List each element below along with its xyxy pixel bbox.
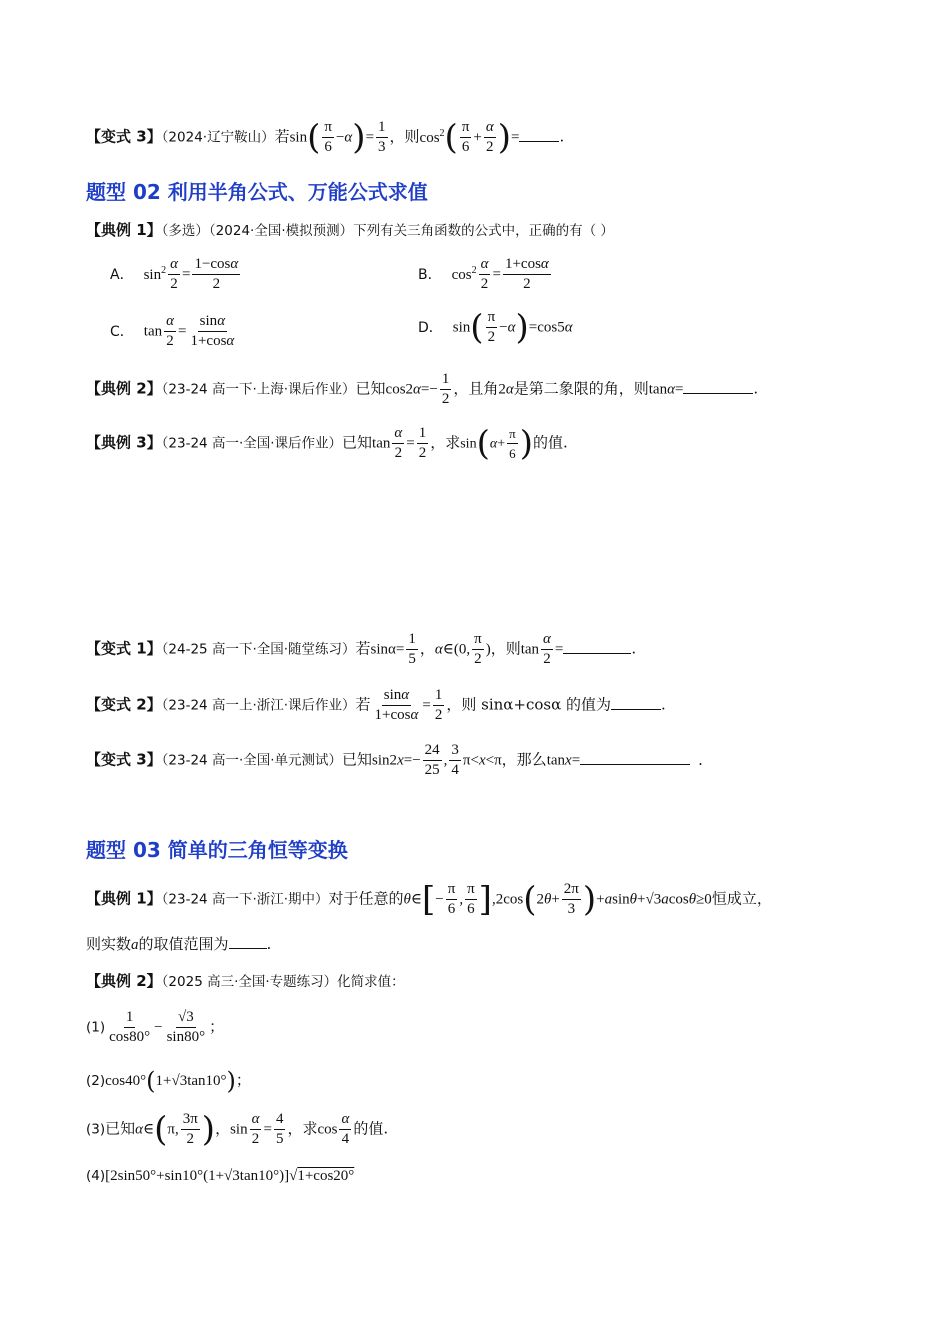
variant-1: 【变式 1】（24-25 高一下·全国·随堂练习）若sinα= $\frac{1}{5}$ ，α∈(0, $\frac{\pi}{2}$ )，则tan $\frac{\alpha}{2}$ = . [86, 631, 637, 667]
problem-source: （2025 高三·全国·专题练习）化简求值： [161, 974, 405, 990]
problem-text: 恒成立， [711, 889, 772, 908]
problem-text: 是第二象限的角，则 [513, 379, 649, 398]
problem-text: . [559, 127, 565, 146]
option-b[interactable]: B． $\cos^2$ $\frac{\alpha}{2}$ = $\frac{1+\cos\alpha}{2}$ [418, 256, 549, 292]
s3-example-1-line2: 则实数a的取值范围为 . [86, 935, 272, 953]
problem-text: 对于任意的 [328, 889, 404, 908]
example-2: 【典例 2】（23-24 高一下·上海·课后作业）已知cos2α=− $\frac{1}{2}$ ，且角2α是第二象限的角，则tanα= . [86, 371, 759, 407]
option-label: B． [418, 266, 442, 283]
problem-text: 已知 [342, 433, 373, 452]
problem-text: . [661, 695, 666, 714]
problem-text: . [753, 379, 759, 398]
option-c[interactable]: C． tan $\frac{\alpha}{2}$ = $\frac{\sin\alpha}{1+\cos\alpha}$ [110, 313, 235, 349]
problem-text: ，求 [287, 1119, 318, 1138]
problem-text: ，那么 [501, 750, 547, 769]
answer-blank[interactable] [229, 934, 267, 949]
example-1 [86, 219, 614, 242]
problem-source: （23-24 高一下·浙江·期中） [161, 891, 329, 908]
problem-text: 已知 [342, 750, 373, 769]
s3-example-2 [86, 970, 405, 993]
s3-example-1: 【典例 1】（23-24 高一下·浙江·期中）对于任意的θ∈[− $\frac{\pi}{6}$ , $\frac{\pi}{6}$ ],2cos(2θ+ $\frac{2\pi}{3}$ )+asinθ+√3acosθ≥0恒成立， [86, 879, 772, 920]
problem-text: ，求 [430, 433, 461, 452]
problem-source: （23-24 高一下·上海·课后作业） [161, 381, 356, 398]
answer-blank[interactable] [611, 695, 661, 710]
problem-tag: 【变式 1】 [86, 639, 162, 658]
problem-text: ，则 [490, 639, 521, 658]
section-heading-02: 题型 02 利用半角公式、万能公式求值 [86, 180, 428, 204]
item-number: (4) [86, 1168, 106, 1184]
problem-text: . [266, 935, 272, 953]
problem-source: （23-24 高一·全国·单元测试） [161, 752, 343, 769]
problem-tag: 【典例 2】 [86, 379, 162, 398]
problem-source: （24-25 高一下·全国·随堂练习） [161, 641, 356, 658]
option-label: D． [418, 319, 443, 336]
problem-text: 若 [355, 639, 371, 658]
problem-text: 已知 [105, 1119, 136, 1138]
problem-tag: 【典例 2】 [86, 972, 162, 990]
item-number: (1) [86, 1019, 106, 1036]
problem-tag: 【典例 1】 [86, 221, 162, 239]
problem-text: 若 [274, 127, 290, 146]
example-3: 【典例 3】（23-24 高一·全国·课后作业）已知tan $\frac{\alpha}{2}$ = $\frac{1}{2}$ ，求sin(α+ $\frac{\pi}{6}$ )的值. [86, 423, 568, 464]
problem-text: ， [215, 1119, 231, 1138]
variant-3: 【变式 3】（23-24 高一·全国·单元测试）已知sin2x=− $\frac{24}{25}$ , $\frac{3}{4}$ π<x<π，那么tanx= . [86, 742, 703, 778]
variant-3-top: 【变式 3】（2024·辽宁鞍山）若sin( $\frac{\pi}{6}$ −α)= $\frac{1}{3}$ ，则$\cos^2$( $\frac{\pi}{6}$ + $\frac{\alpha}{2}$ )= . [86, 117, 565, 158]
variant-2: 【变式 2】（23-24 高一上·浙江·课后作业）若 $\frac{\sin\alpha}{1+\cos\alpha}$ = $\frac{1}{2}$ ，则 sinα+cosα 的值为 . [86, 687, 666, 723]
s3-item-2: (2)cos40°(1+√3tan10°)； [86, 1067, 251, 1095]
section-heading-03: 题型 03 简单的三角恒等变换 [86, 838, 348, 862]
answer-blank[interactable] [580, 750, 690, 765]
problem-text: 已知 [355, 379, 386, 398]
s3-item-3: (3)已知α∈(π, $\frac{3\pi}{2}$ )，sin $\frac{\alpha}{2}$ = $\frac{4}{5}$ ，求cos $\frac{\alpha}{4}$ 的值. [86, 1109, 389, 1150]
answer-blank[interactable] [563, 639, 631, 654]
problem-source: （2024·辽宁鞍山） [161, 129, 275, 146]
answer-blank[interactable] [519, 127, 559, 142]
problem-text: ，且角 [453, 379, 499, 398]
problem-text: 则实数 [86, 935, 132, 953]
problem-text: 的取值范围为 [138, 935, 229, 953]
s3-item-4: (4)[2sin50°+sin10°(1+√3tan10°)]√1+cos20° [86, 1168, 355, 1184]
s3-item-1: (1) $\frac{1}{\cos 80^\circ}$ − $\frac{√3}{\sin 80^\circ}$ ； [86, 1009, 225, 1045]
problem-tag: 【典例 1】 [86, 889, 162, 908]
problem-tag: 【变式 3】 [86, 750, 162, 769]
problem-source: （23-24 高一上·浙江·课后作业） [161, 697, 356, 714]
problem-text: . [698, 750, 703, 769]
problem-text: ，则 [389, 127, 420, 146]
problem-text: 的值. [532, 433, 568, 452]
item-number: (2) [86, 1073, 106, 1089]
problem-tag: 【变式 2】 [86, 695, 162, 714]
option-label: C． [110, 323, 134, 340]
option-a[interactable]: A． $\sin^2$ $\frac{\alpha}{2}$ = $\frac{1-\cos\alpha}{2}$ [110, 256, 239, 292]
option-d[interactable]: D． sin( $\frac{\pi}{2}$ −α)=cos5α [418, 307, 573, 348]
option-label: A． [110, 266, 134, 283]
answer-blank[interactable] [683, 379, 753, 394]
problem-text: . [631, 639, 637, 658]
problem-text: ，则 sinα+cosα 的值为 [446, 695, 612, 714]
problem-text: 的值. [353, 1119, 389, 1138]
problem-tag: 【变式 3】 [86, 127, 162, 146]
problem-text: 若 [355, 695, 371, 714]
problem-source: （多选）（2024·全国·模拟预测）下列有关三角函数的公式中，正确的有（ ） [161, 223, 614, 239]
problem-source: （23-24 高一·全国·课后作业） [161, 435, 343, 452]
problem-tag: 【典例 3】 [86, 433, 162, 452]
item-number: (3) [86, 1121, 106, 1138]
